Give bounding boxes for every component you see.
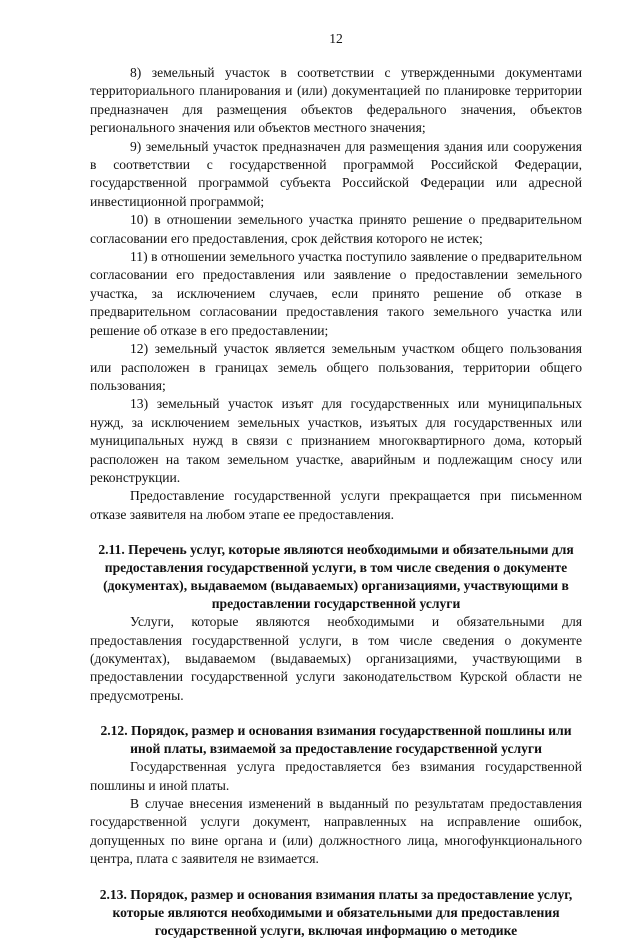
list-item-12: 12) земельный участок является земельным участком общего пользования или расположен в границах земель общего пользования, территории общего пользования; [90,341,582,393]
list-item-8: 8) земельный участок в соответствии с утвержденными документами территориального планирования и (или) документацией по планировке территории предназначен для размещения объектов федерального значения, объектов регионального значения или объектов местного значения; [90,65,582,136]
section-2-11-heading: 2.11. Перечень услуг, которые являются необходимыми и обязательными для предоставления государственной услуги, в том числе сведения о документе (документах), выдаваемом (выдаваемых) организациями, участвующими в предоставлении государственной услуги [98,542,574,612]
list-item-13: 13) земельный участок изъят для государственных или муниципальных нужд, за исключением земельных участков, изъятых для государственных или муниципальных нужд в связи с признанием многоквартирного дома, который расположен на таком земельном участке, аварийным и подлежащим сносу или реконструкции. [90,396,582,485]
list-item-10: 10) в отношении земельного участка принято решение о предварительном согласовании его предоставления, срок действия которого не истек; [90,212,582,246]
section-2-12-body-1: Государственная услуга предоставляется без взимания государственной пошлины и иной платы. [90,759,582,793]
list-item-11: 11) в отношении земельного участка поступило заявление о предварительном согласовании его предоставления или заявление о предоставлении земельного участка, за исключением случаев, если принято решение об отказе в предварительном согласовании предоставления такого земельного участка или решение об отказе в его предоставлении; [90,249,582,338]
section-2-13-heading: 2.13. Порядок, размер и основания взимания платы за предоставление услуг, которые являются необходимыми и обязательными для предоставления государственной услуги, включая информацию о методике [99,886,573,938]
section-2-11-body: Услуги, которые являются необходимыми и обязательными для предоставления государственной услуги, в том числе сведения о документе (документах), выдаваемом (выдаваемых) организациями, участвующими в предоставлении государственной услуги законодательством Курской области не предусмотрены. [90,614,582,703]
section-2-12-heading: 2.12. Порядок, размер и основания взимания государственной пошлины или иной платы, взимаемой за предоставление государственной услуги [100,723,572,757]
termination-paragraph: Предоставление государственной услуги прекращается при письменном отказе заявителя на любом этапе ее предоставления. [90,488,582,522]
page-number: 12 [329,31,343,46]
section-2-12-body-2: В случае внесения изменений в выданный по результатам предоставления государственной услуги документ, направленных на исправление ошибок, допущенных по вине органа и (или) должностного лица, многофункционального центра, плата с заявителя не взимается. [90,796,582,867]
list-item-9: 9) земельный участок предназначен для размещения здания или сооружения в соответствии с государственной программой Российской Федерации, государственной программой субъекта Российской Федерации или адресной инвестиционной программой; [90,138,582,209]
